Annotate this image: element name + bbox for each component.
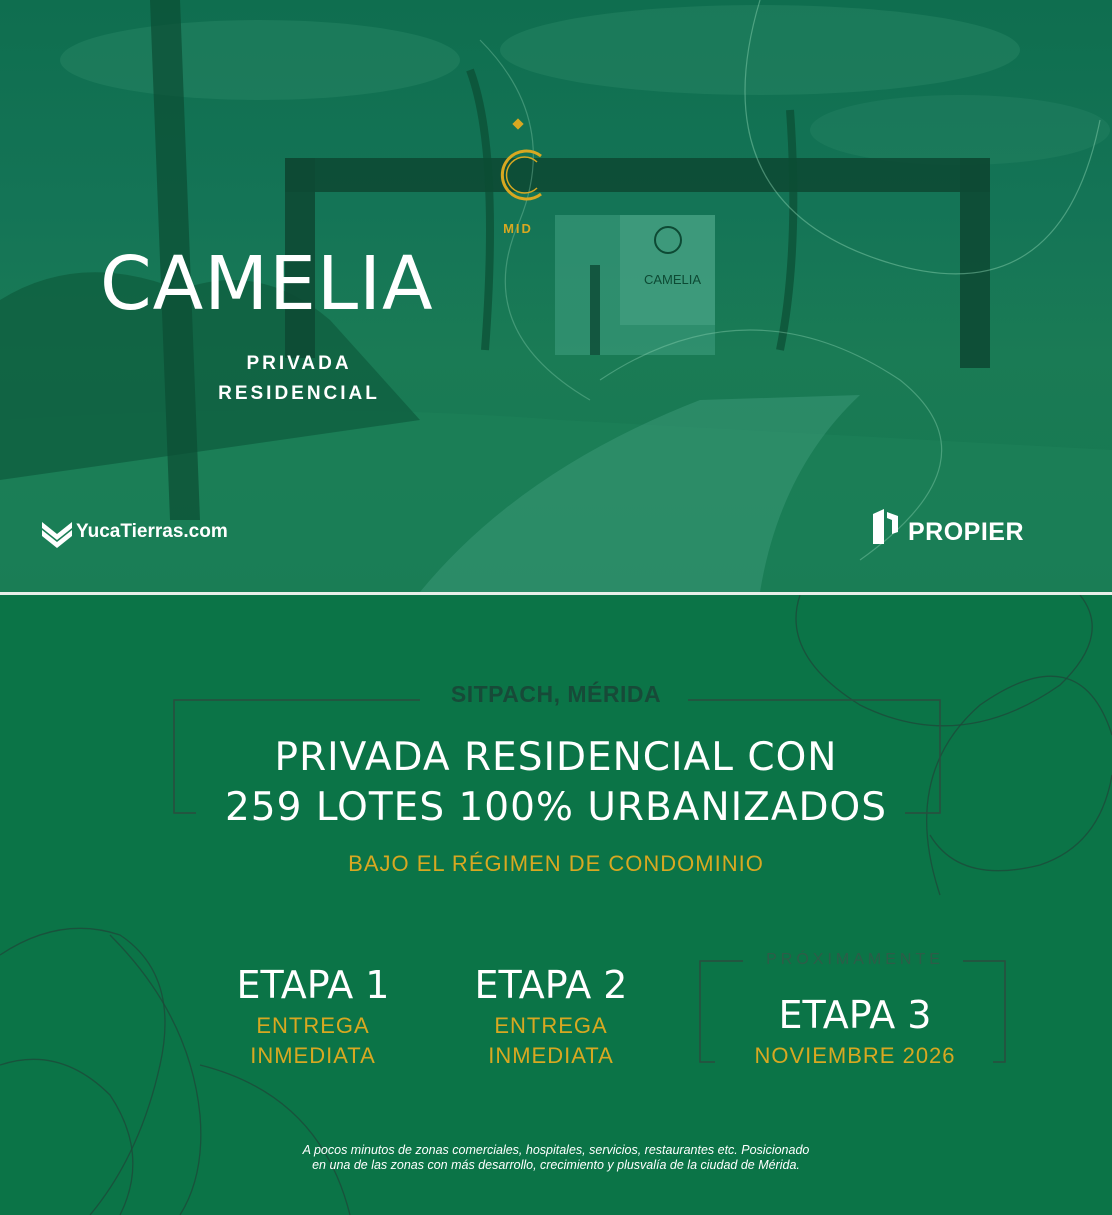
yucatierras-icon [40,516,74,550]
stage-2-line1: ENTREGA [494,1013,608,1038]
stage-1-title: ETAPA 1 [236,963,390,1007]
footer-note [200,1143,912,1173]
stage-3-badge: PRÓXIMAMENTE [766,951,944,968]
stage-2-title: ETAPA 2 [474,963,628,1007]
yucatierras-logo [40,516,250,550]
stage-2 [448,963,654,1071]
headline [200,733,912,833]
brand-title: CAMELIA [100,241,434,327]
yucatierras-text: YucaTierras.com [76,521,228,542]
brand-subtitle-line2: RESIDENCIAL [218,383,380,404]
headline-line1: PRIVADA RESIDENCIAL CON [274,735,838,780]
stage-3-line1: NOVIEMBRE 2026 [754,1043,956,1068]
svg-text:CAMELIA: CAMELIA [644,272,702,287]
propier-icon [870,506,902,546]
stage-3-title: ETAPA 3 [778,993,932,1037]
footer-line1: A pocos minutos de zonas comerciales, hospitales, servicios, restaurantes etc. Posicionado [302,1143,810,1157]
brand-subtitle [206,349,392,409]
brand-subtitle-line1: PRIVADA [246,353,352,374]
stage-1-line2: INMEDIATA [250,1043,376,1068]
info-section [0,595,1112,1215]
footer-line2: en una de las zonas con más desarrollo, crecimiento y plusvalía de la ciudad de Mérida. [312,1158,800,1172]
stage-1-line1: ENTREGA [256,1013,370,1038]
hero-section [0,0,1112,592]
regime-label: BAJO EL RÉGIMEN DE CONDOMINIO [348,851,764,876]
location-label: SITPACH, MÉRIDA [450,681,662,707]
stage-1 [210,963,416,1071]
stage-2-line2: INMEDIATA [488,1043,614,1068]
propier-text: PROPIER [908,518,1025,546]
headline-line2: 259 LOTES 100% URBANIZADOS [224,785,888,830]
camelia-c-logo [489,118,547,238]
stage-3 [702,993,1008,1071]
mid-label: MID [503,221,533,236]
propier-logo [870,506,1040,550]
